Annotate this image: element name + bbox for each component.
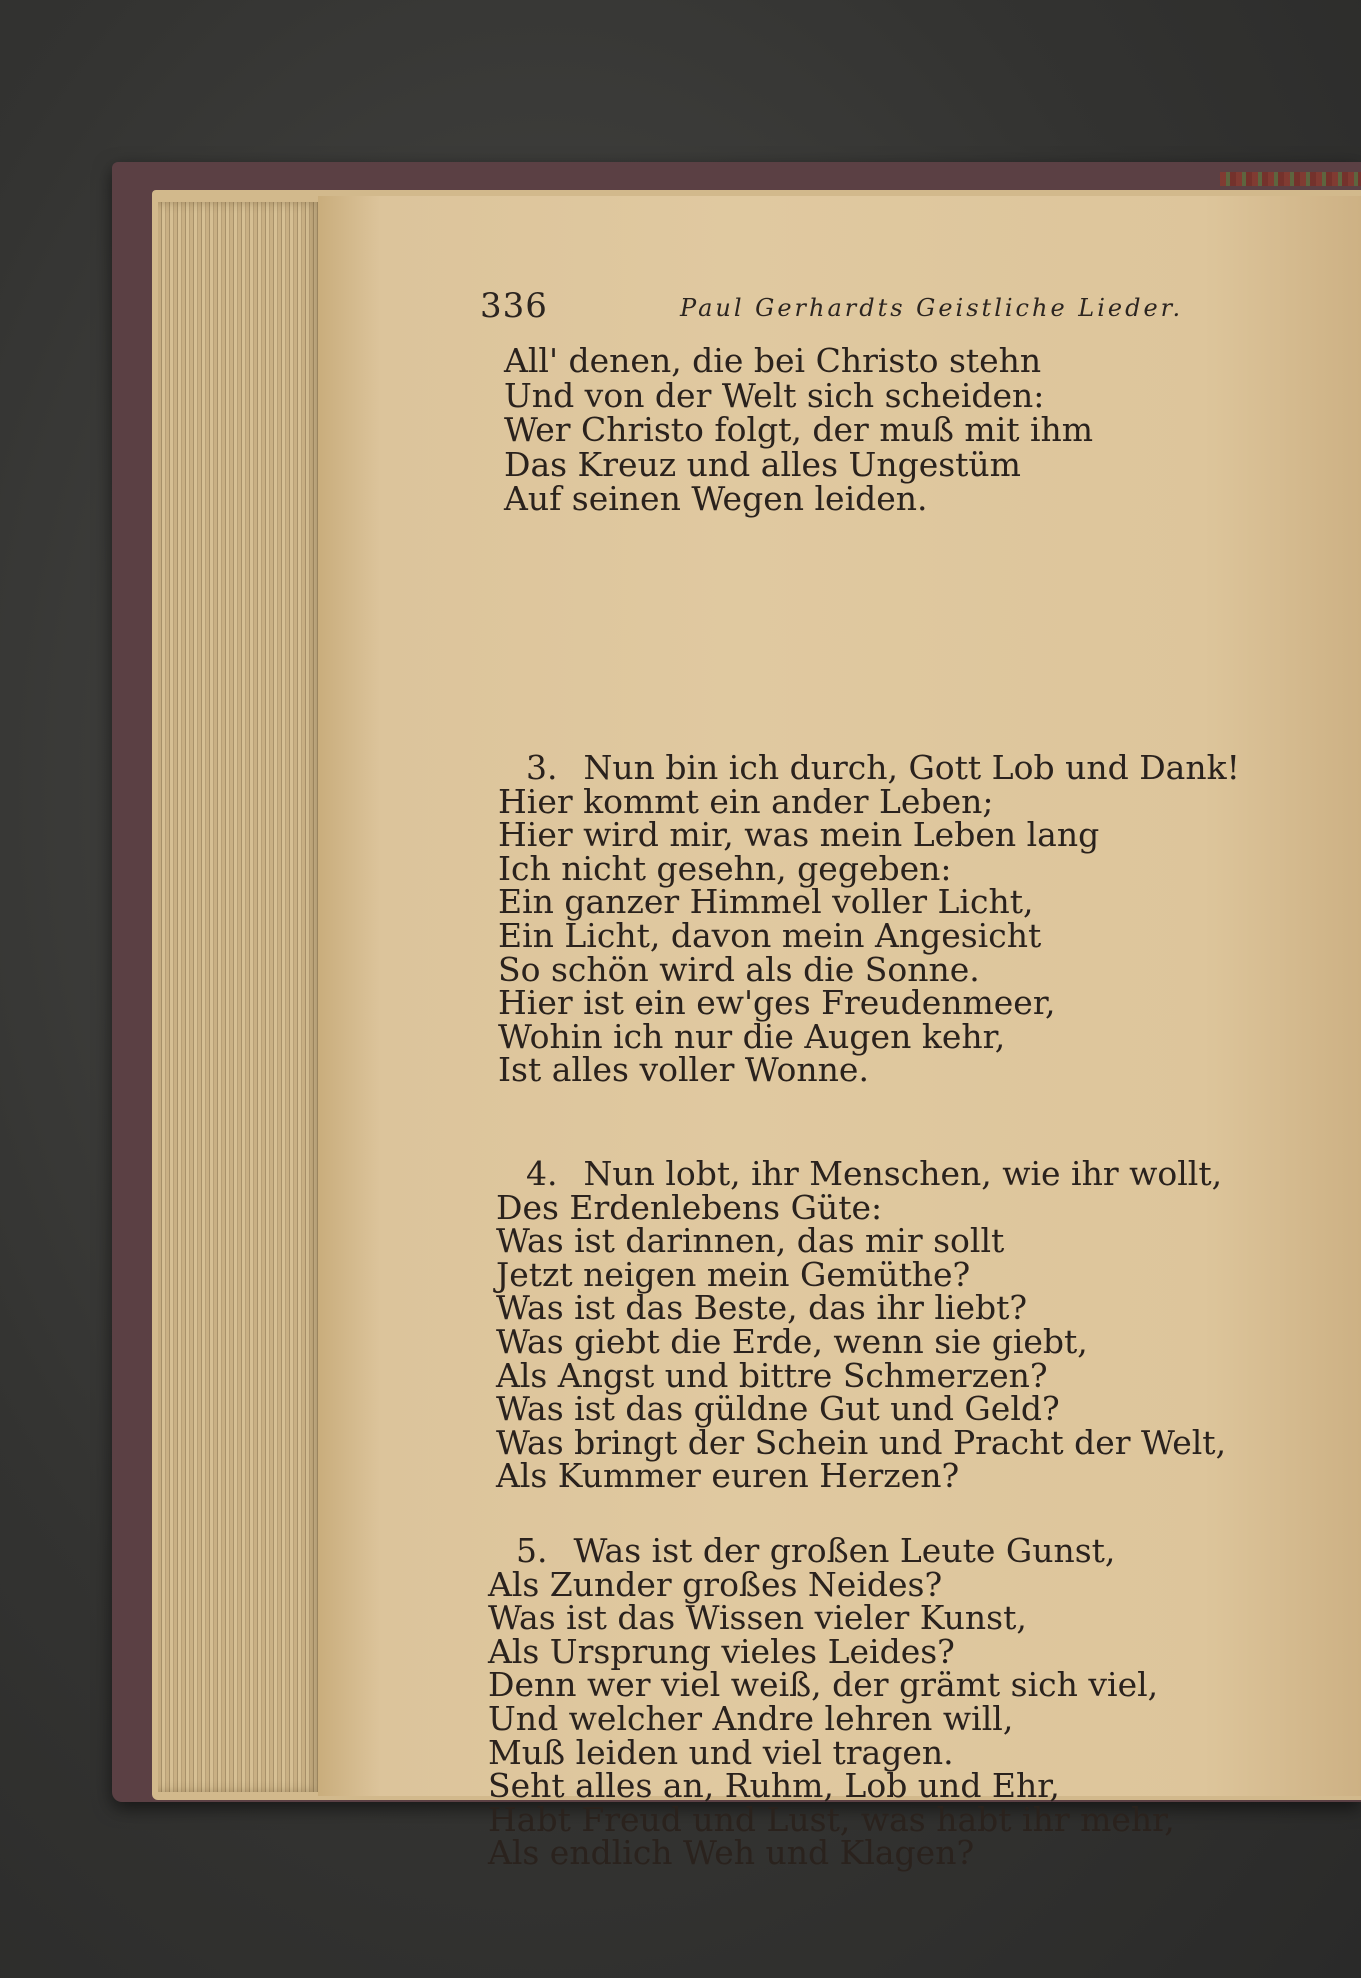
poem-line [504, 445, 1021, 484]
poem-line [504, 341, 1041, 380]
poem-line-text: Ein Licht, davon mein Angesicht [498, 916, 1042, 955]
poem-line-text: Ich nicht gesehn, gegeben: [498, 848, 952, 888]
page-number: 336 [480, 286, 548, 326]
poem-line-text: Was ist das Beste, das ihr liebt? [496, 1288, 1028, 1328]
poem-line-text: Jetzt neigen mein Gemüthe? [496, 1254, 971, 1294]
stanza-number: 4. [526, 1154, 558, 1193]
page-edges [158, 202, 320, 1792]
poem-line-text: Als Ursprung vieles Leides? [488, 1631, 955, 1671]
poem-line-text: Muß leiden und viel tragen. [488, 1732, 954, 1772]
poem-line [504, 410, 1093, 449]
poem-line [488, 1833, 974, 1872]
poem-line [498, 1050, 869, 1089]
poem-line-text: So schön wird als die Sonne. [498, 949, 980, 989]
poem-line [496, 1456, 959, 1495]
poem-line-text: Des Erdenlebens Güte: [496, 1187, 883, 1227]
poem-line-text: Das Kreuz und alles Ungestüm [504, 444, 1021, 484]
poem-line-text: Seht alles an, Ruhm, Lob und Ehr, [488, 1766, 1060, 1806]
poem-line-text: Was ist das Wissen vieler Kunst, [488, 1598, 1027, 1638]
stanza-number: 3. [526, 748, 558, 787]
cover-edge-decoration [1220, 172, 1361, 186]
poem-line-text: Auf seinen Wegen leiden. [504, 479, 928, 518]
running-title: Paul Gerhardts Geistliche Lieder. [680, 294, 1184, 322]
poem-line-text: Was ist der großen Leute Gunst, [573, 1531, 1116, 1570]
poem-line-text: Als Kummer euren Herzen? [496, 1456, 960, 1496]
poem-line-text: Hier kommt ein ander Leben; [498, 781, 994, 821]
poem-line [504, 376, 1044, 415]
poem-line-text: Und von der Welt sich scheiden: [504, 375, 1045, 415]
poem-line-text: Wer Christo folgt, der muß mit ihm [504, 410, 1094, 449]
poem-line-text: Was ist darinnen, das mir sollt [496, 1221, 1005, 1261]
poem-line-text: Wohin ich nur die Augen kehr, [498, 1016, 1006, 1056]
poem-line-text: All' denen, die bei Christo stehn [504, 341, 1042, 380]
book-page [318, 196, 1361, 1873]
page-header [318, 286, 1361, 336]
poem-line-text: Was bringt der Schein und Pracht der Welt, [496, 1422, 1227, 1462]
poem-line-text: Hier wird mir, was mein Leben lang [498, 815, 1100, 855]
poem-line-text: Habt Freud und Lust, was habt ihr mehr, [488, 1799, 1175, 1839]
poem-line-text: Denn wer viel weiß, der grämt sich viel, [488, 1665, 1159, 1705]
poem-line-text: Nun lobt, ihr Menschen, wie ihr wollt, [583, 1154, 1223, 1193]
poem-line [504, 479, 928, 518]
poem-line-text: Was giebt die Erde, wenn sie giebt, [496, 1322, 1088, 1361]
stanza-number: 5. [516, 1531, 548, 1570]
poem-line-text: Ein ganzer Himmel voller Licht, [498, 882, 1034, 922]
poem-line-text: Hier ist ein ew'ges Freudenmeer, [498, 983, 1056, 1023]
poem-line-text: Und welcher Andre lehren will, [488, 1699, 1014, 1738]
poem-line-text: Als Angst und bittre Schmerzen? [496, 1355, 1048, 1395]
poem-line-text: Nun bin ich durch, Gott Lob und Dank! [583, 748, 1240, 787]
poem-line-text: Als Zunder großes Neides? [488, 1564, 943, 1604]
poem-line-text: Was ist das güldne Gut und Geld? [496, 1389, 1060, 1429]
poem-line-text: Als endlich Weh und Klagen? [488, 1833, 975, 1873]
poem-line-text: Ist alles voller Wonne. [498, 1050, 869, 1090]
